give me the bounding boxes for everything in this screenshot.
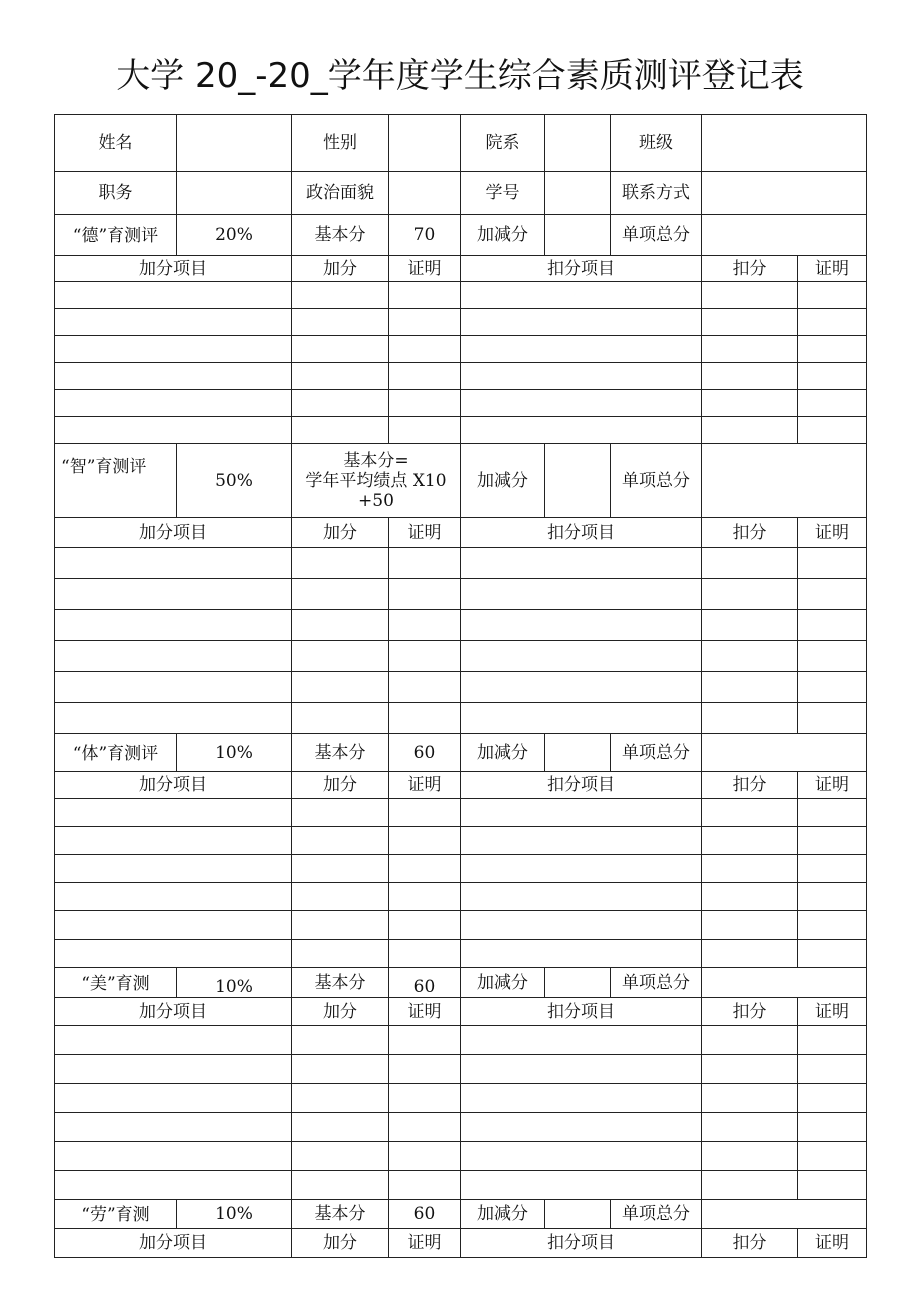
student-id-label: 学号 [461, 172, 545, 215]
deduct-score-header: 扣分 [702, 772, 798, 799]
add-item-cell[interactable] [55, 641, 292, 672]
name-field[interactable] [177, 115, 292, 172]
add-score-cell[interactable] [292, 827, 389, 855]
add-score-header: 加分 [292, 518, 389, 548]
ti-column-header [55, 772, 867, 799]
add-item-cell[interactable] [55, 1084, 292, 1113]
add-item-cell[interactable] [55, 799, 292, 827]
deduct-score-header: 扣分 [702, 518, 798, 548]
ti-basic-label: 基本分 [292, 734, 389, 772]
deduct-item-cell[interactable] [461, 390, 702, 417]
table-row [55, 548, 867, 579]
proof-cell[interactable] [798, 911, 867, 940]
table-row [55, 641, 867, 672]
proof-cell[interactable] [798, 1113, 867, 1142]
table-row [55, 1171, 867, 1200]
section-de-header [55, 215, 867, 256]
proof-cell[interactable] [389, 827, 461, 855]
deduct-item-cell[interactable] [461, 1142, 702, 1171]
proof-cell[interactable] [389, 911, 461, 940]
add-item-cell[interactable] [55, 703, 292, 734]
add-item-cell[interactable] [55, 940, 292, 968]
section-ti-header [55, 734, 867, 772]
proof-header: 证明 [389, 998, 461, 1026]
deduct-score-header: 扣分 [702, 1229, 798, 1258]
zhi-total-field[interactable] [702, 444, 867, 518]
proof-cell[interactable] [798, 336, 867, 363]
contact-field[interactable] [702, 172, 867, 215]
deduct-item-cell[interactable] [461, 703, 702, 734]
table-row [55, 1055, 867, 1084]
add-item-cell[interactable] [55, 883, 292, 911]
zhi-column-header [55, 518, 867, 548]
proof-header: 证明 [389, 518, 461, 548]
proof-header: 证明 [389, 256, 461, 282]
proof-cell[interactable] [798, 827, 867, 855]
add-item-cell[interactable] [55, 548, 292, 579]
deduct-item-cell[interactable] [461, 672, 702, 703]
table-row [55, 855, 867, 883]
proof-cell[interactable] [798, 282, 867, 309]
name-label: 姓名 [55, 115, 177, 172]
deduct-score-cell[interactable] [702, 1113, 798, 1142]
add-score-cell[interactable] [292, 1142, 389, 1171]
proof-cell[interactable] [798, 703, 867, 734]
gender-field[interactable] [389, 115, 461, 172]
proof-cell[interactable] [798, 309, 867, 336]
add-item-cell[interactable] [55, 363, 292, 390]
student-id-field[interactable] [545, 172, 611, 215]
deduct-item-cell[interactable] [461, 579, 702, 610]
proof-cell[interactable] [798, 1084, 867, 1113]
add-score-cell[interactable] [292, 855, 389, 883]
add-score-cell[interactable] [292, 548, 389, 579]
add-score-cell[interactable] [292, 610, 389, 641]
deduct-item-cell[interactable] [461, 417, 702, 444]
deduct-score-cell[interactable] [702, 579, 798, 610]
add-item-cell[interactable] [55, 579, 292, 610]
table-row [55, 672, 867, 703]
proof-cell[interactable] [798, 1055, 867, 1084]
proof-cell[interactable] [389, 1084, 461, 1113]
dept-field[interactable] [545, 115, 611, 172]
deduct-item-cell[interactable] [461, 1026, 702, 1055]
add-item-cell[interactable] [55, 1113, 292, 1142]
de-weight: 20% [177, 215, 292, 256]
lao-weight: 10% [177, 1200, 292, 1229]
add-score-cell[interactable] [292, 672, 389, 703]
add-score-header: 加分 [292, 1229, 389, 1258]
table-row [55, 703, 867, 734]
page-title: 大学 20_-20_学年度学生综合素质测评登记表 [116, 56, 804, 96]
proof-cell[interactable] [389, 1171, 461, 1200]
proof-cell[interactable] [389, 336, 461, 363]
table-row [55, 610, 867, 641]
add-score-cell[interactable] [292, 1084, 389, 1113]
add-item-cell[interactable] [55, 911, 292, 940]
deduct-score-cell[interactable] [702, 883, 798, 911]
mei-category-label: “美”育测 [55, 968, 177, 998]
evaluation-form [54, 114, 867, 1258]
deduct-item-cell[interactable] [461, 1084, 702, 1113]
zhi-total-label: 单项总分 [611, 444, 702, 518]
proof-cell[interactable] [798, 940, 867, 968]
proof-cell[interactable] [389, 883, 461, 911]
proof-cell[interactable] [798, 579, 867, 610]
add-item-cell[interactable] [55, 610, 292, 641]
table-row [55, 390, 867, 417]
deduct-score-cell[interactable] [702, 641, 798, 672]
add-score-cell[interactable] [292, 703, 389, 734]
proof-cell[interactable] [798, 1026, 867, 1055]
table-row [55, 911, 867, 940]
deduct-item-cell[interactable] [461, 548, 702, 579]
add-item-cell[interactable] [55, 1171, 292, 1200]
deduct-score-cell[interactable] [702, 417, 798, 444]
proof-cell[interactable] [798, 799, 867, 827]
proof-header: 证明 [798, 772, 867, 799]
deduct-item-cell[interactable] [461, 911, 702, 940]
deduct-score-header: 扣分 [702, 256, 798, 282]
add-score-cell[interactable] [292, 282, 389, 309]
deduct-score-cell[interactable] [702, 1055, 798, 1084]
proof-cell[interactable] [389, 417, 461, 444]
section-zhi-header [55, 444, 867, 518]
political-field[interactable] [389, 172, 461, 215]
contact-label: 联系方式 [611, 172, 702, 215]
add-item-header: 加分项目 [55, 772, 292, 799]
add-item-cell[interactable] [55, 855, 292, 883]
mei-column-header [55, 998, 867, 1026]
table-row [55, 940, 867, 968]
lao-basic-value: 60 [389, 1200, 461, 1229]
deduct-score-cell[interactable] [702, 672, 798, 703]
proof-cell[interactable] [389, 799, 461, 827]
add-score-cell[interactable] [292, 1026, 389, 1055]
deduct-score-cell[interactable] [702, 940, 798, 968]
table-row [55, 1113, 867, 1142]
proof-cell[interactable] [798, 641, 867, 672]
add-item-cell[interactable] [55, 1142, 292, 1171]
de-adjust-label: 加减分 [461, 215, 545, 256]
zhi-category-label: “智”育测评 [55, 444, 177, 518]
add-score-cell[interactable] [292, 641, 389, 672]
deduct-item-cell[interactable] [461, 1055, 702, 1084]
deduct-score-cell[interactable] [702, 282, 798, 309]
add-item-cell[interactable] [55, 309, 292, 336]
deduct-score-cell[interactable] [702, 336, 798, 363]
deduct-score-cell[interactable] [702, 911, 798, 940]
proof-cell[interactable] [389, 1113, 461, 1142]
deduct-score-cell[interactable] [702, 363, 798, 390]
table-row [55, 1142, 867, 1171]
ti-total-label: 单项总分 [611, 734, 702, 772]
de-column-header [55, 256, 867, 282]
proof-header: 证明 [798, 1229, 867, 1258]
add-item-cell[interactable] [55, 282, 292, 309]
add-item-cell[interactable] [55, 390, 292, 417]
add-item-header: 加分项目 [55, 518, 292, 548]
position-field[interactable] [177, 172, 292, 215]
deduct-item-cell[interactable] [461, 336, 702, 363]
proof-cell[interactable] [389, 363, 461, 390]
proof-cell[interactable] [389, 641, 461, 672]
proof-header: 证明 [798, 256, 867, 282]
proof-cell[interactable] [389, 579, 461, 610]
zhi-adjust-field[interactable] [545, 444, 611, 518]
zhi-weight: 50% [177, 444, 292, 518]
mei-adjust-label: 加减分 [461, 968, 545, 998]
lao-adjust-label: 加减分 [461, 1200, 545, 1229]
proof-header: 证明 [389, 772, 461, 799]
add-item-header: 加分项目 [55, 998, 292, 1026]
ti-category-label: “体”育测评 [55, 734, 177, 772]
deduct-item-cell[interactable] [461, 309, 702, 336]
table-row [55, 827, 867, 855]
proof-header: 证明 [798, 998, 867, 1026]
add-score-cell[interactable] [292, 940, 389, 968]
deduct-item-header: 扣分项目 [461, 998, 702, 1026]
ti-weight: 10% [177, 734, 292, 772]
political-label: 政治面貌 [292, 172, 389, 215]
mei-adjust-field[interactable] [545, 968, 611, 998]
proof-cell[interactable] [389, 610, 461, 641]
add-score-cell[interactable] [292, 883, 389, 911]
add-score-cell[interactable] [292, 417, 389, 444]
lao-adjust-field[interactable] [545, 1200, 611, 1229]
proof-cell[interactable] [798, 855, 867, 883]
add-item-header: 加分项目 [55, 256, 292, 282]
proof-cell[interactable] [389, 1142, 461, 1171]
add-item-cell[interactable] [55, 417, 292, 444]
table-row [55, 363, 867, 390]
deduct-item-header: 扣分项目 [461, 518, 702, 548]
proof-cell[interactable] [798, 610, 867, 641]
proof-cell[interactable] [798, 1142, 867, 1171]
deduct-item-header: 扣分项目 [461, 1229, 702, 1258]
deduct-score-cell[interactable] [702, 1171, 798, 1200]
table-row [55, 417, 867, 444]
proof-cell[interactable] [389, 855, 461, 883]
deduct-item-header: 扣分项目 [461, 772, 702, 799]
mei-basic-label: 基本分 [292, 968, 389, 998]
add-score-cell[interactable] [292, 799, 389, 827]
zhi-basic-formula: 基本分= 学年平均绩点 X10 +50 [292, 444, 461, 518]
lao-basic-label: 基本分 [292, 1200, 389, 1229]
add-score-cell[interactable] [292, 579, 389, 610]
deduct-item-cell[interactable] [461, 363, 702, 390]
deduct-score-cell[interactable] [702, 610, 798, 641]
mei-total-field[interactable] [702, 968, 867, 998]
deduct-item-cell[interactable] [461, 282, 702, 309]
gender-label: 性别 [292, 115, 389, 172]
table-row [55, 1084, 867, 1113]
table-row [55, 1026, 867, 1055]
de-total-field[interactable] [702, 215, 867, 256]
deduct-score-cell[interactable] [702, 1142, 798, 1171]
add-score-header: 加分 [292, 256, 389, 282]
add-item-cell[interactable] [55, 336, 292, 363]
proof-cell[interactable] [389, 390, 461, 417]
table-row [55, 309, 867, 336]
proof-cell[interactable] [798, 390, 867, 417]
lao-category-label: “劳”育测 [55, 1200, 177, 1229]
de-basic-value: 70 [389, 215, 461, 256]
table-row [55, 883, 867, 911]
proof-cell[interactable] [798, 672, 867, 703]
deduct-score-cell[interactable] [702, 855, 798, 883]
proof-cell[interactable] [798, 417, 867, 444]
class-field[interactable] [702, 115, 867, 172]
add-score-header: 加分 [292, 772, 389, 799]
mei-total-label: 单项总分 [611, 968, 702, 998]
deduct-score-cell[interactable] [702, 309, 798, 336]
proof-cell[interactable] [389, 1055, 461, 1084]
mei-basic-value: 60 [389, 968, 461, 998]
deduct-score-cell[interactable] [702, 827, 798, 855]
proof-cell[interactable] [389, 672, 461, 703]
de-total-label: 单项总分 [611, 215, 702, 256]
ti-basic-value: 60 [389, 734, 461, 772]
proof-header: 证明 [798, 518, 867, 548]
dept-label: 院系 [461, 115, 545, 172]
lao-column-header [55, 1229, 867, 1258]
add-score-cell[interactable] [292, 1171, 389, 1200]
deduct-score-cell[interactable] [702, 548, 798, 579]
deduct-item-cell[interactable] [461, 855, 702, 883]
deduct-score-header: 扣分 [702, 998, 798, 1026]
proof-cell[interactable] [389, 282, 461, 309]
deduct-item-cell[interactable] [461, 827, 702, 855]
info-row-2 [55, 172, 867, 215]
deduct-item-cell[interactable] [461, 940, 702, 968]
table-row [55, 799, 867, 827]
de-category-label: “德”育测评 [55, 215, 177, 256]
proof-cell[interactable] [798, 883, 867, 911]
ti-adjust-field[interactable] [545, 734, 611, 772]
table-row [55, 282, 867, 309]
deduct-item-cell[interactable] [461, 610, 702, 641]
add-item-cell[interactable] [55, 827, 292, 855]
add-score-cell[interactable] [292, 1113, 389, 1142]
proof-cell[interactable] [389, 940, 461, 968]
class-label: 班级 [611, 115, 702, 172]
add-item-header: 加分项目 [55, 1229, 292, 1258]
deduct-item-cell[interactable] [461, 1171, 702, 1200]
section-lao-header [55, 1200, 867, 1229]
proof-header: 证明 [389, 1229, 461, 1258]
deduct-score-cell[interactable] [702, 1026, 798, 1055]
add-score-cell[interactable] [292, 911, 389, 940]
add-score-cell[interactable] [292, 336, 389, 363]
deduct-score-cell[interactable] [702, 799, 798, 827]
ti-adjust-label: 加减分 [461, 734, 545, 772]
table-row [55, 336, 867, 363]
add-score-cell[interactable] [292, 309, 389, 336]
add-item-cell[interactable] [55, 1026, 292, 1055]
proof-cell[interactable] [798, 363, 867, 390]
proof-cell[interactable] [798, 1171, 867, 1200]
add-score-cell[interactable] [292, 390, 389, 417]
proof-cell[interactable] [389, 1026, 461, 1055]
deduct-score-cell[interactable] [702, 703, 798, 734]
deduct-item-cell[interactable] [461, 799, 702, 827]
deduct-item-cell[interactable] [461, 641, 702, 672]
deduct-score-cell[interactable] [702, 1084, 798, 1113]
mei-weight: 10% [177, 968, 292, 998]
zhi-adjust-label: 加减分 [461, 444, 545, 518]
deduct-score-cell[interactable] [702, 390, 798, 417]
table-row [55, 579, 867, 610]
add-score-cell[interactable] [292, 363, 389, 390]
proof-cell[interactable] [798, 548, 867, 579]
add-score-cell[interactable] [292, 1055, 389, 1084]
add-item-cell[interactable] [55, 1055, 292, 1084]
deduct-item-cell[interactable] [461, 883, 702, 911]
info-row-1 [55, 115, 867, 172]
ti-total-field[interactable] [702, 734, 867, 772]
section-mei-header [55, 968, 867, 998]
de-adjust-field[interactable] [545, 215, 611, 256]
proof-cell[interactable] [389, 309, 461, 336]
proof-cell[interactable] [389, 703, 461, 734]
de-basic-label: 基本分 [292, 215, 389, 256]
lao-total-field[interactable] [702, 1200, 867, 1229]
deduct-item-cell[interactable] [461, 1113, 702, 1142]
add-score-header: 加分 [292, 998, 389, 1026]
deduct-item-header: 扣分项目 [461, 256, 702, 282]
lao-total-label: 单项总分 [611, 1200, 702, 1229]
add-item-cell[interactable] [55, 672, 292, 703]
position-label: 职务 [55, 172, 177, 215]
proof-cell[interactable] [389, 548, 461, 579]
